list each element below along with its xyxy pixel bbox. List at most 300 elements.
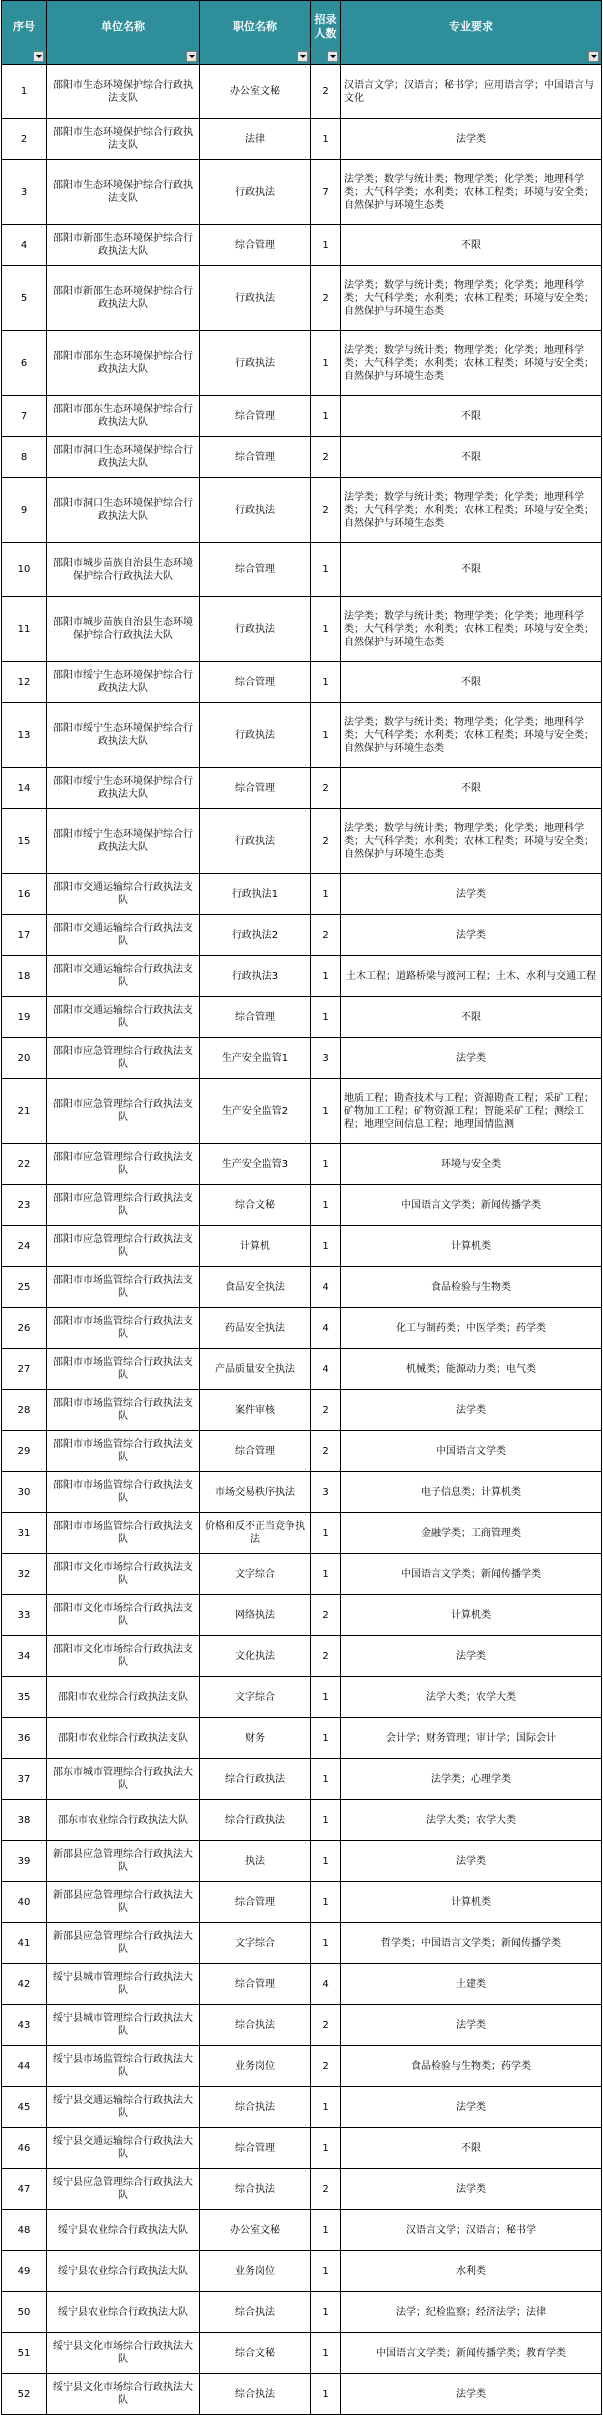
cell-index: 17 <box>2 915 47 956</box>
cell-position: 文字综合 <box>200 1923 311 1964</box>
table-row <box>2 1677 602 1718</box>
cell-count: 1 <box>311 225 341 266</box>
cell-index: 43 <box>2 2005 47 2046</box>
cell-major: 不限 <box>341 662 602 703</box>
table-row <box>2 331 602 396</box>
cell-major: 哲学类；中国语言文学类；新闻传播学类 <box>341 1923 602 1964</box>
filter-dropdown-icon[interactable] <box>33 51 44 62</box>
table-row <box>2 1390 602 1431</box>
table-row <box>2 1185 602 1226</box>
cell-unit: 邵阳市生态环境保护综合行政执法支队 <box>47 65 200 119</box>
header-count <box>311 1 341 65</box>
cell-count: 7 <box>311 160 341 225</box>
table-row <box>2 478 602 543</box>
cell-unit: 新邵县应急管理综合行政执法大队 <box>47 1882 200 1923</box>
cell-index: 28 <box>2 1390 47 1431</box>
cell-unit: 邵阳市交通运输综合行政执法支队 <box>47 915 200 956</box>
table-row <box>2 2128 602 2169</box>
cell-unit: 新邵县应急管理综合行政执法大队 <box>47 1923 200 1964</box>
filter-dropdown-icon[interactable] <box>297 51 308 62</box>
cell-index: 41 <box>2 1923 47 1964</box>
cell-unit: 邵阳市交通运输综合行政执法支队 <box>47 997 200 1038</box>
cell-unit: 邵阳市市场监管综合行政执法支队 <box>47 1390 200 1431</box>
cell-count: 2 <box>311 768 341 809</box>
table-row <box>2 956 602 997</box>
table-row <box>2 1841 602 1882</box>
table-row <box>2 1595 602 1636</box>
cell-index: 23 <box>2 1185 47 1226</box>
cell-major: 法学类 <box>341 2169 602 2210</box>
cell-unit: 邵阳市市场监管综合行政执法支队 <box>47 1513 200 1554</box>
cell-index: 5 <box>2 266 47 331</box>
cell-count: 4 <box>311 1964 341 2005</box>
table-row <box>2 1800 602 1841</box>
table-row <box>2 2333 602 2374</box>
cell-position: 计算机 <box>200 1226 311 1267</box>
cell-count: 1 <box>311 1079 341 1144</box>
cell-index: 26 <box>2 1308 47 1349</box>
cell-index: 36 <box>2 1718 47 1759</box>
cell-position: 食品安全执法 <box>200 1267 311 1308</box>
cell-count: 4 <box>311 1267 341 1308</box>
cell-count: 1 <box>311 1144 341 1185</box>
cell-unit: 邵东市农业综合行政执法大队 <box>47 1800 200 1841</box>
cell-major: 法学类 <box>341 1390 602 1431</box>
cell-index: 40 <box>2 1882 47 1923</box>
table-row <box>2 597 602 662</box>
cell-major: 法学类 <box>341 119 602 160</box>
cell-unit: 邵阳市新邵生态环境保护综合行政执法大队 <box>47 266 200 331</box>
cell-index: 6 <box>2 331 47 396</box>
cell-unit: 邵阳市绥宁生态环境保护综合行政执法大队 <box>47 768 200 809</box>
header-index <box>2 1 47 65</box>
table-row <box>2 1226 602 1267</box>
cell-index: 29 <box>2 1431 47 1472</box>
cell-count: 2 <box>311 1390 341 1431</box>
cell-count: 1 <box>311 1841 341 1882</box>
cell-unit: 邵阳市市场监管综合行政执法支队 <box>47 1431 200 1472</box>
cell-index: 48 <box>2 2210 47 2251</box>
cell-unit: 邵阳市绥宁生态环境保护综合行政执法大队 <box>47 809 200 874</box>
cell-major: 不限 <box>341 437 602 478</box>
cell-position: 综合行政执法 <box>200 1759 311 1800</box>
cell-index: 19 <box>2 997 47 1038</box>
cell-major: 法学类 <box>341 1038 602 1079</box>
cell-position: 行政执法1 <box>200 874 311 915</box>
cell-index: 47 <box>2 2169 47 2210</box>
cell-count: 1 <box>311 1718 341 1759</box>
cell-position: 药品安全执法 <box>200 1308 311 1349</box>
table-row <box>2 1349 602 1390</box>
cell-major: 电子信息类；计算机类 <box>341 1472 602 1513</box>
cell-count: 1 <box>311 2087 341 2128</box>
cell-major: 法学类；数学与统计类；物理学类；化学类；地理科学类；大气科学类；水利类；农林工程类；环境与安全类；自然保护与环境生态类 <box>341 597 602 662</box>
cell-count: 1 <box>311 1185 341 1226</box>
cell-index: 22 <box>2 1144 47 1185</box>
cell-index: 45 <box>2 2087 47 2128</box>
cell-index: 24 <box>2 1226 47 1267</box>
cell-index: 32 <box>2 1554 47 1595</box>
cell-unit: 邵阳市市场监管综合行政执法支队 <box>47 1267 200 1308</box>
table-row <box>2 1554 602 1595</box>
cell-major: 法学类 <box>341 2374 602 2415</box>
filter-dropdown-icon[interactable] <box>186 51 197 62</box>
header-major <box>341 1 602 65</box>
cell-major: 计算机类 <box>341 1595 602 1636</box>
cell-major: 不限 <box>341 225 602 266</box>
cell-index: 35 <box>2 1677 47 1718</box>
cell-index: 2 <box>2 119 47 160</box>
cell-position: 案件审核 <box>200 1390 311 1431</box>
cell-position: 网络执法 <box>200 1595 311 1636</box>
cell-position: 产品质量安全执法 <box>200 1349 311 1390</box>
cell-index: 46 <box>2 2128 47 2169</box>
table-row <box>2 1636 602 1677</box>
cell-unit: 邵阳市文化市场综合行政执法支队 <box>47 1595 200 1636</box>
cell-position: 财务 <box>200 1718 311 1759</box>
filter-dropdown-icon[interactable] <box>588 51 599 62</box>
table-row <box>2 437 602 478</box>
cell-major: 金融学类；工商管理类 <box>341 1513 602 1554</box>
cell-unit: 绥宁县城市管理综合行政执法大队 <box>47 2005 200 2046</box>
cell-count: 1 <box>311 1759 341 1800</box>
cell-unit: 邵阳市邵东生态环境保护综合行政执法大队 <box>47 396 200 437</box>
cell-major: 法学类 <box>341 2005 602 2046</box>
cell-unit: 绥宁县农业综合行政执法大队 <box>47 2292 200 2333</box>
table-row <box>2 2374 602 2415</box>
cell-index: 12 <box>2 662 47 703</box>
table-row <box>2 809 602 874</box>
cell-unit: 绥宁县城市管理综合行政执法大队 <box>47 1964 200 2005</box>
cell-unit: 邵阳市市场监管综合行政执法支队 <box>47 1308 200 1349</box>
cell-position: 综合管理 <box>200 543 311 597</box>
cell-major: 法学类 <box>341 1636 602 1677</box>
cell-major: 机械类；能源动力类；电气类 <box>341 1349 602 1390</box>
cell-count: 1 <box>311 874 341 915</box>
cell-count: 2 <box>311 1431 341 1472</box>
cell-count: 1 <box>311 1226 341 1267</box>
cell-position: 价格和反不正当竞争执法 <box>200 1513 311 1554</box>
cell-index: 9 <box>2 478 47 543</box>
cell-index: 44 <box>2 2046 47 2087</box>
table-body <box>2 65 602 2415</box>
cell-position: 综合管理 <box>200 225 311 266</box>
cell-unit: 邵阳市文化市场综合行政执法支队 <box>47 1554 200 1595</box>
cell-position: 业务岗位 <box>200 2046 311 2087</box>
cell-major: 法学类 <box>341 1841 602 1882</box>
cell-position: 行政执法 <box>200 331 311 396</box>
cell-major: 法学类；数学与统计类；物理学类；化学类；地理科学类；大气科学类；水利类；农林工程类；环境与安全类；自然保护与环境生态类 <box>341 478 602 543</box>
cell-index: 3 <box>2 160 47 225</box>
cell-unit: 绥宁县应急管理综合行政执法大队 <box>47 2169 200 2210</box>
table-row <box>2 2087 602 2128</box>
cell-index: 38 <box>2 1800 47 1841</box>
cell-major: 汉语言文学；汉语言；秘书学 <box>341 2210 602 2251</box>
table-row <box>2 703 602 768</box>
cell-position: 综合管理 <box>200 2128 311 2169</box>
cell-count: 1 <box>311 331 341 396</box>
header-index-label: 序号 <box>13 19 35 33</box>
cell-position: 行政执法3 <box>200 956 311 997</box>
cell-index: 18 <box>2 956 47 997</box>
cell-unit: 邵阳市洞口生态环境保护综合行政执法大队 <box>47 437 200 478</box>
cell-position: 综合文秘 <box>200 2333 311 2374</box>
cell-position: 综合管理 <box>200 1882 311 1923</box>
cell-unit: 邵阳市市场监管综合行政执法支队 <box>47 1349 200 1390</box>
table-row <box>2 2046 602 2087</box>
table-row <box>2 2005 602 2046</box>
table-row <box>2 874 602 915</box>
cell-position: 行政执法 <box>200 478 311 543</box>
cell-unit: 邵阳市绥宁生态环境保护综合行政执法大队 <box>47 662 200 703</box>
cell-index: 27 <box>2 1349 47 1390</box>
header-major-label: 专业要求 <box>449 19 493 33</box>
cell-unit: 绥宁县农业综合行政执法大队 <box>47 2251 200 2292</box>
cell-count: 2 <box>311 2169 341 2210</box>
table-row <box>2 160 602 225</box>
cell-count: 2 <box>311 437 341 478</box>
cell-unit: 邵阳市应急管理综合行政执法支队 <box>47 1226 200 1267</box>
cell-unit: 绥宁县交通运输综合行政执法大队 <box>47 2087 200 2128</box>
cell-position: 行政执法 <box>200 266 311 331</box>
cell-position: 综合文秘 <box>200 1185 311 1226</box>
cell-count: 2 <box>311 809 341 874</box>
table-row <box>2 1964 602 2005</box>
table-row <box>2 1923 602 1964</box>
header-unit-label: 单位名称 <box>101 19 145 33</box>
table-row <box>2 2251 602 2292</box>
table-row <box>2 1472 602 1513</box>
cell-major: 法学大类；农学大类 <box>341 1677 602 1718</box>
cell-position: 综合执法 <box>200 2087 311 2128</box>
cell-index: 42 <box>2 1964 47 2005</box>
cell-unit: 邵阳市应急管理综合行政执法支队 <box>47 1038 200 1079</box>
cell-index: 20 <box>2 1038 47 1079</box>
cell-major: 地质工程；勘查技术与工程；资源勘查工程；采矿工程；矿物加工工程；矿物资源工程；智能采矿工程；测绘工程；地理空间信息工程；地理国情监测 <box>341 1079 602 1144</box>
header-position <box>200 1 311 65</box>
cell-unit: 邵阳市农业综合行政执法支队 <box>47 1718 200 1759</box>
cell-unit: 邵阳市洞口生态环境保护综合行政执法大队 <box>47 478 200 543</box>
cell-position: 综合管理 <box>200 768 311 809</box>
cell-major: 食品检验与生物类；药学类 <box>341 2046 602 2087</box>
cell-major: 法学类；数学与统计类；物理学类；化学类；地理科学类；大气科学类；水利类；农林工程类；环境与安全类；自然保护与环境生态类 <box>341 809 602 874</box>
cell-count: 1 <box>311 1554 341 1595</box>
cell-count: 1 <box>311 956 341 997</box>
cell-position: 生产安全监管1 <box>200 1038 311 1079</box>
cell-count: 3 <box>311 1038 341 1079</box>
cell-position: 综合执法 <box>200 2169 311 2210</box>
table-row <box>2 1267 602 1308</box>
table-row <box>2 915 602 956</box>
cell-major: 食品检验与生物类 <box>341 1267 602 1308</box>
cell-count: 2 <box>311 915 341 956</box>
cell-count: 1 <box>311 1923 341 1964</box>
cell-position: 行政执法 <box>200 703 311 768</box>
cell-major: 法学类；数学与统计类；物理学类；化学类；地理科学类；大气科学类；水利类；农林工程类；环境与安全类；自然保护与环境生态类 <box>341 331 602 396</box>
cell-count: 1 <box>311 2374 341 2415</box>
cell-position: 综合执法 <box>200 2292 311 2333</box>
cell-count: 4 <box>311 1308 341 1349</box>
cell-major: 法学类；数学与统计类；物理学类；化学类；地理科学类；大气科学类；水利类；农林工程类；环境与安全类；自然保护与环境生态类 <box>341 160 602 225</box>
cell-unit: 邵阳市绥宁生态环境保护综合行政执法大队 <box>47 703 200 768</box>
table-row <box>2 1144 602 1185</box>
cell-index: 16 <box>2 874 47 915</box>
cell-position: 业务岗位 <box>200 2251 311 2292</box>
table-row <box>2 266 602 331</box>
cell-position: 行政执法2 <box>200 915 311 956</box>
table-row <box>2 1718 602 1759</box>
cell-index: 51 <box>2 2333 47 2374</box>
cell-major: 不限 <box>341 2128 602 2169</box>
cell-position: 综合执法 <box>200 2374 311 2415</box>
table-row <box>2 1431 602 1472</box>
header-position-label: 职位名称 <box>233 19 277 33</box>
cell-index: 52 <box>2 2374 47 2415</box>
cell-major: 法学；纪检监察；经济法学；法律 <box>341 2292 602 2333</box>
table-row <box>2 396 602 437</box>
cell-index: 4 <box>2 225 47 266</box>
cell-position: 综合管理 <box>200 396 311 437</box>
cell-position: 综合管理 <box>200 1431 311 1472</box>
cell-unit: 邵阳市文化市场综合行政执法支队 <box>47 1636 200 1677</box>
table-row <box>2 1513 602 1554</box>
cell-unit: 邵阳市应急管理综合行政执法支队 <box>47 1144 200 1185</box>
table-row <box>2 119 602 160</box>
cell-major: 法学类；数学与统计类；物理学类；化学类；地理科学类；大气科学类；水利类；农林工程类；环境与安全类；自然保护与环境生态类 <box>341 703 602 768</box>
cell-position: 市场交易秩序执法 <box>200 1472 311 1513</box>
cell-position: 生产安全监管2 <box>200 1079 311 1144</box>
cell-position: 文字综合 <box>200 1554 311 1595</box>
cell-major: 不限 <box>341 396 602 437</box>
cell-count: 1 <box>311 1882 341 1923</box>
cell-unit: 邵阳市新邵生态环境保护综合行政执法大队 <box>47 225 200 266</box>
cell-count: 1 <box>311 2128 341 2169</box>
cell-position: 法律 <box>200 119 311 160</box>
header-row <box>2 1 602 65</box>
cell-major: 法学类；心理学类 <box>341 1759 602 1800</box>
cell-count: 2 <box>311 2046 341 2087</box>
filter-dropdown-icon[interactable] <box>327 51 338 62</box>
cell-unit: 绥宁县市场监管综合行政执法大队 <box>47 2046 200 2087</box>
cell-count: 1 <box>311 2210 341 2251</box>
cell-unit: 邵阳市应急管理综合行政执法支队 <box>47 1185 200 1226</box>
cell-unit: 邵阳市应急管理综合行政执法支队 <box>47 1079 200 1144</box>
cell-position: 综合管理 <box>200 662 311 703</box>
cell-unit: 新邵县应急管理综合行政执法大队 <box>47 1841 200 1882</box>
header-unit <box>47 1 200 65</box>
cell-index: 49 <box>2 2251 47 2292</box>
cell-major: 中国语言文学类；新闻传播学类 <box>341 1185 602 1226</box>
cell-position: 办公室文秘 <box>200 2210 311 2251</box>
cell-major: 法学类 <box>341 915 602 956</box>
cell-major: 中国语言文学类 <box>341 1431 602 1472</box>
table-row <box>2 1038 602 1079</box>
cell-index: 8 <box>2 437 47 478</box>
cell-major: 水利类 <box>341 2251 602 2292</box>
table-row <box>2 1079 602 1144</box>
cell-unit: 绥宁县文化市场综合行政执法大队 <box>47 2374 200 2415</box>
table-row <box>2 1759 602 1800</box>
cell-major: 不限 <box>341 997 602 1038</box>
cell-count: 1 <box>311 703 341 768</box>
cell-count: 1 <box>311 2251 341 2292</box>
cell-unit: 邵阳市城步苗族自治县生态环境保护综合行政执法大队 <box>47 543 200 597</box>
cell-unit: 邵阳市农业综合行政执法支队 <box>47 1677 200 1718</box>
cell-index: 13 <box>2 703 47 768</box>
cell-count: 1 <box>311 543 341 597</box>
cell-position: 综合管理 <box>200 437 311 478</box>
cell-major: 会计学；财务管理；审计学；国际会计 <box>341 1718 602 1759</box>
cell-position: 文化执法 <box>200 1636 311 1677</box>
table-row <box>2 768 602 809</box>
cell-major: 中国语言文学类；新闻传播学类 <box>341 1554 602 1595</box>
cell-index: 1 <box>2 65 47 119</box>
cell-position: 综合管理 <box>200 1964 311 2005</box>
cell-index: 10 <box>2 543 47 597</box>
cell-major: 法学类 <box>341 874 602 915</box>
recruitment-table <box>1 0 602 2415</box>
cell-count: 1 <box>311 997 341 1038</box>
cell-major: 化工与制药类；中医学类；药学类 <box>341 1308 602 1349</box>
cell-count: 2 <box>311 266 341 331</box>
cell-count: 1 <box>311 1800 341 1841</box>
cell-index: 30 <box>2 1472 47 1513</box>
cell-major: 汉语言文学；汉语言；秘书学；应用语言学；中国语言与文化 <box>341 65 602 119</box>
cell-unit: 邵阳市生态环境保护综合行政执法支队 <box>47 119 200 160</box>
cell-count: 4 <box>311 1349 341 1390</box>
cell-index: 21 <box>2 1079 47 1144</box>
cell-major: 法学大类；农学大类 <box>341 1800 602 1841</box>
cell-count: 2 <box>311 65 341 119</box>
cell-count: 2 <box>311 2005 341 2046</box>
cell-position: 生产安全监管3 <box>200 1144 311 1185</box>
cell-unit: 邵阳市交通运输综合行政执法支队 <box>47 874 200 915</box>
cell-index: 50 <box>2 2292 47 2333</box>
cell-major: 不限 <box>341 768 602 809</box>
cell-count: 2 <box>311 478 341 543</box>
cell-index: 31 <box>2 1513 47 1554</box>
cell-position: 综合管理 <box>200 997 311 1038</box>
table-row <box>2 1882 602 1923</box>
cell-unit: 绥宁县交通运输综合行政执法大队 <box>47 2128 200 2169</box>
cell-count: 1 <box>311 1677 341 1718</box>
table-row <box>2 662 602 703</box>
cell-index: 15 <box>2 809 47 874</box>
cell-count: 1 <box>311 396 341 437</box>
cell-unit: 邵阳市城步苗族自治县生态环境保护综合行政执法大队 <box>47 597 200 662</box>
cell-unit: 绥宁县农业综合行政执法大队 <box>47 2210 200 2251</box>
table-row <box>2 65 602 119</box>
cell-index: 25 <box>2 1267 47 1308</box>
cell-major: 中国语言文学类；新闻传播学类；教育学类 <box>341 2333 602 2374</box>
cell-index: 7 <box>2 396 47 437</box>
cell-position: 行政执法 <box>200 809 311 874</box>
header-count-label: 招录人数 <box>314 12 337 40</box>
cell-count: 1 <box>311 119 341 160</box>
cell-position: 综合行政执法 <box>200 1800 311 1841</box>
table-row <box>2 997 602 1038</box>
cell-major: 土建类 <box>341 1964 602 2005</box>
table-row <box>2 1308 602 1349</box>
cell-major: 计算机类 <box>341 1882 602 1923</box>
cell-major: 计算机类 <box>341 1226 602 1267</box>
cell-index: 14 <box>2 768 47 809</box>
cell-count: 3 <box>311 1472 341 1513</box>
cell-index: 37 <box>2 1759 47 1800</box>
cell-major: 法学类 <box>341 2087 602 2128</box>
cell-position: 文字综合 <box>200 1677 311 1718</box>
cell-position: 执法 <box>200 1841 311 1882</box>
